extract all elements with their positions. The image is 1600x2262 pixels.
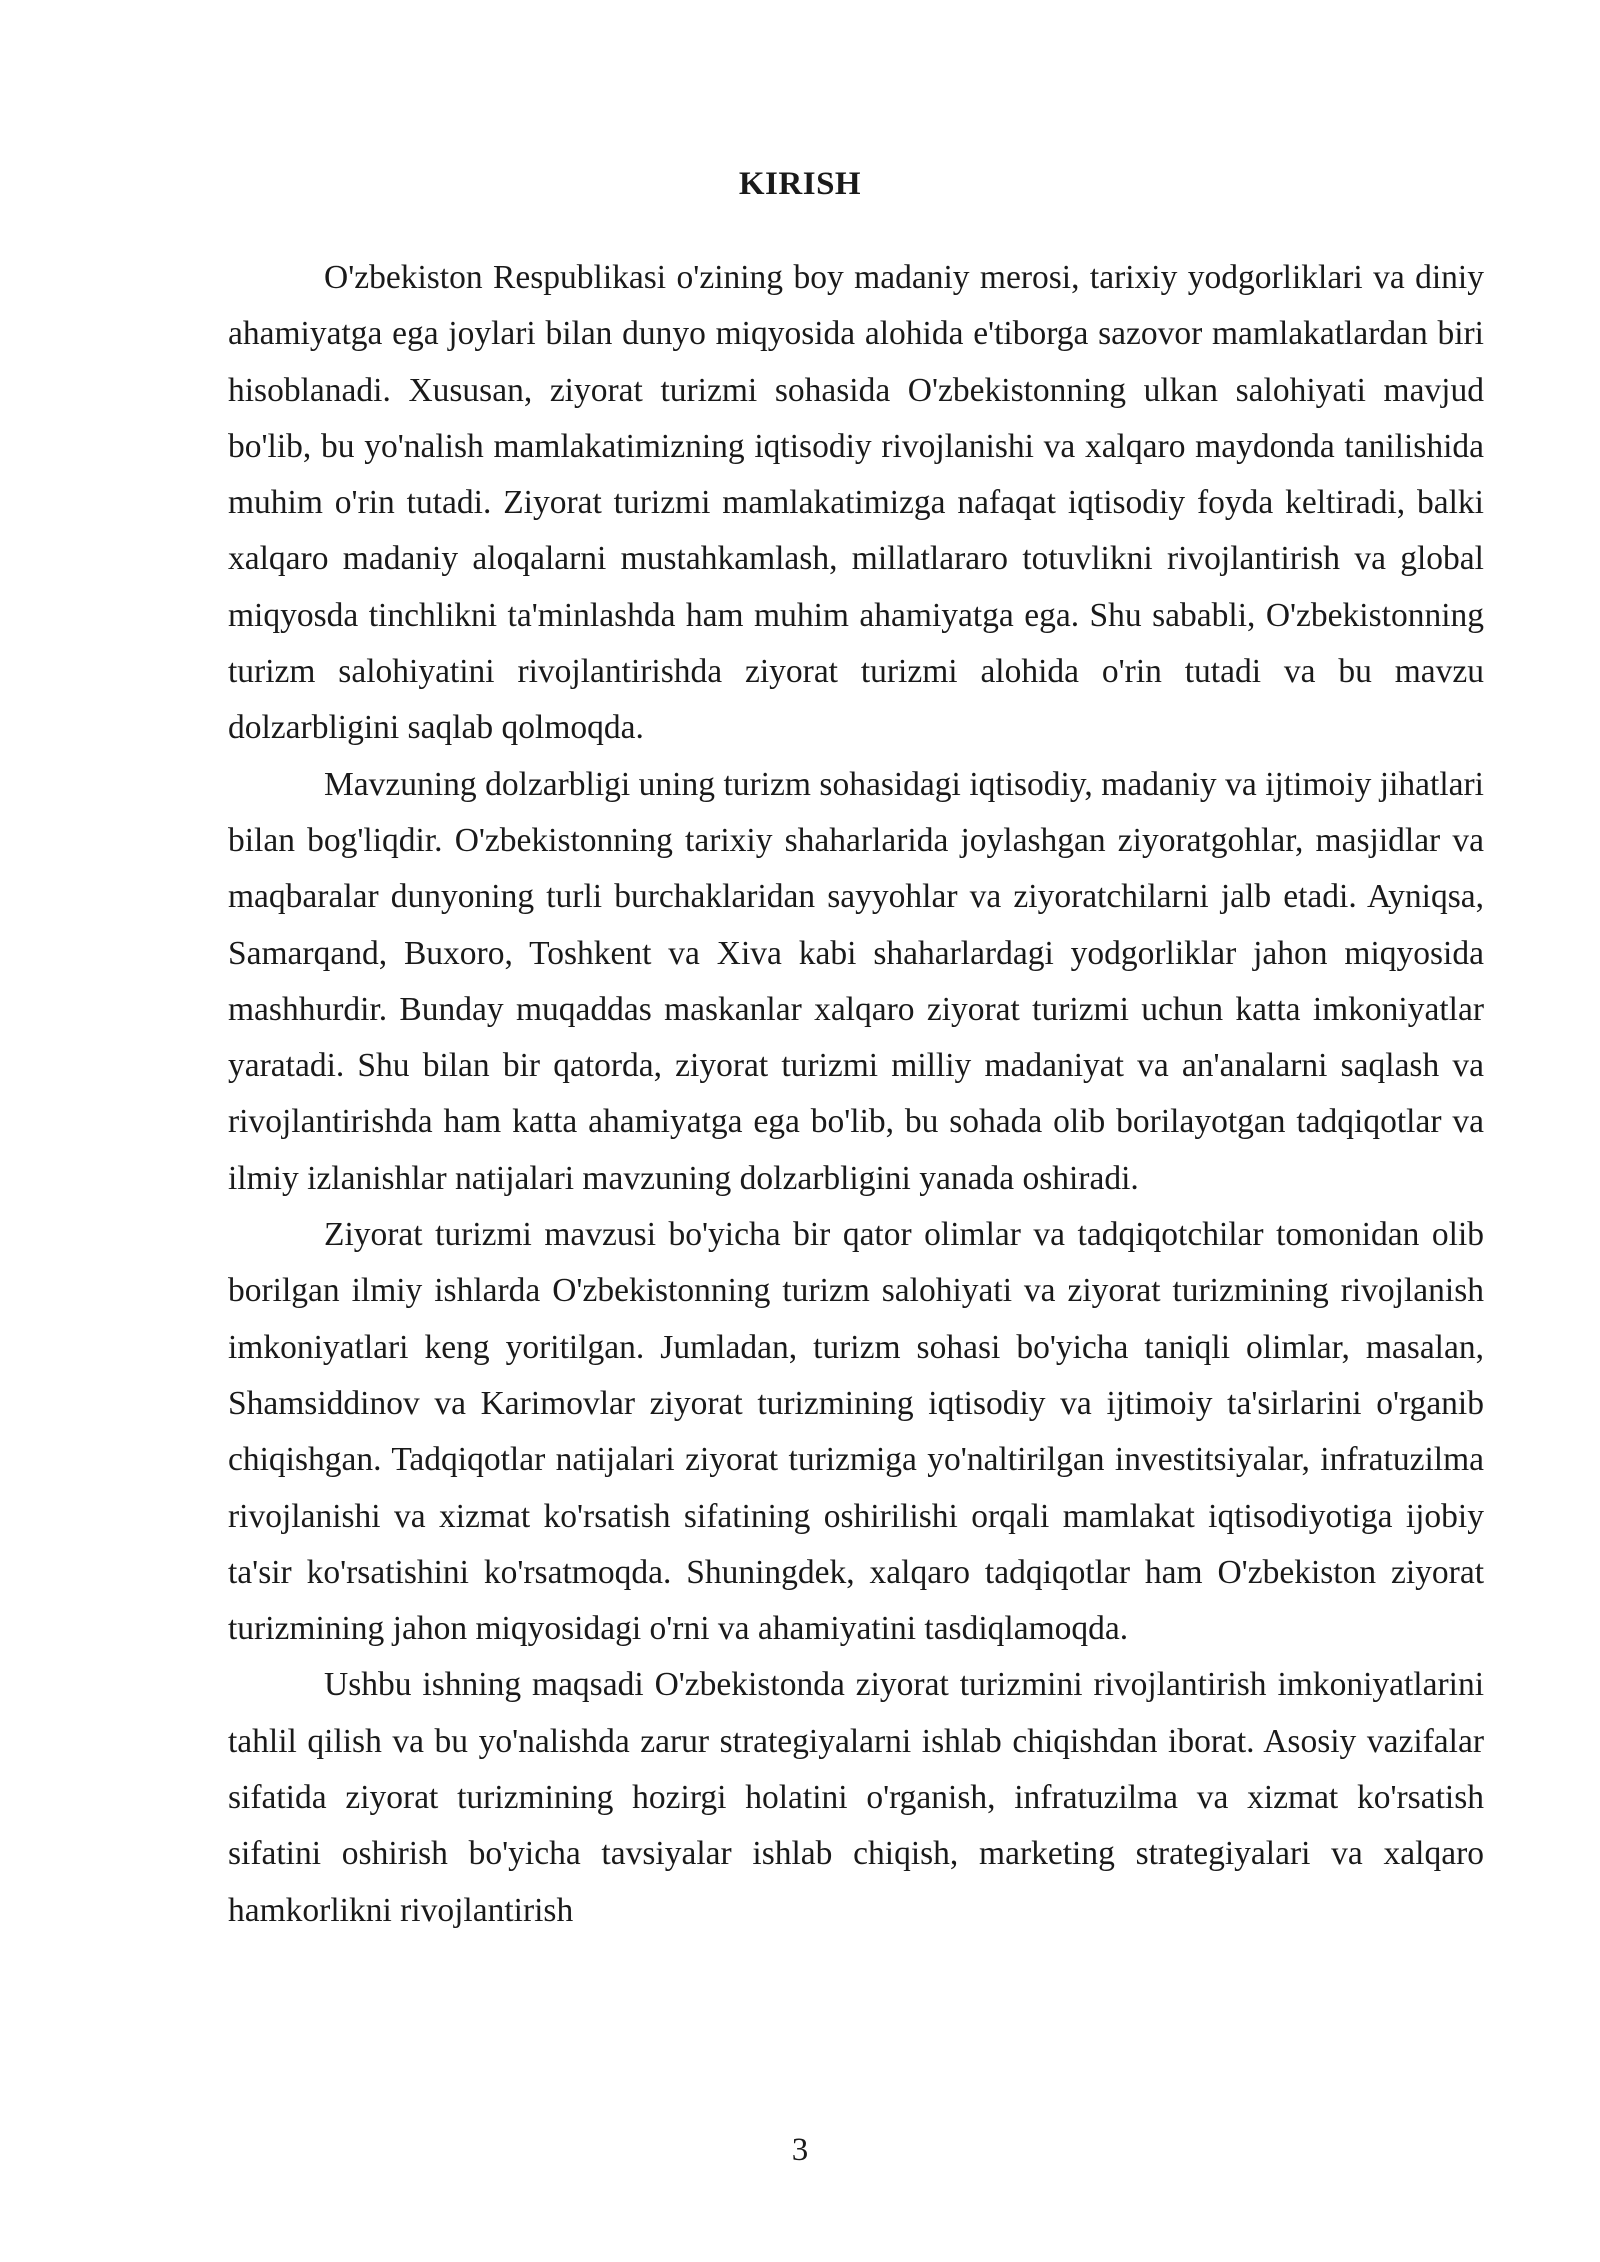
paragraph-literature-review: Ziyorat turizmi mavzusi bo'yicha bir qator olimlar va tadqiqotchilar tomonidan olib borilgan ilmiy ishlarda O'zbekistonning turizm salohiyati va ziyorat turizmining rivojlanish imkoniyatlari keng yoritilgan. Jumladan, turizm sohasi bo'yicha taniqli olimlar, masalan, Shamsiddinov va Karimovlar ziyorat turizmining iqtisodiy va ijtimoiy ta'sirlarini o'rganib chiqishgan. Tadqiqotlar natijalari ziyorat turizmiga yo'naltirilgan investitsiyalar, infratuzilma rivojlanishi va xizmat ko'rsatish sifatining oshirilishi orqali mamlakat iqtisodiyotiga ijobiy ta'sir ko'rsatishini ko'rsatmoqda. Shuningdek, xalqaro tadqiqotlar ham O'zbekiston ziyorat turizmining jahon miqyosidagi o'rni va ahamiyatini tasdiqlamoqda. (228, 1216, 1484, 1648)
paragraph-purpose: Ushbu ishning maqsadi O'zbekistonda ziyorat turizmini rivojlantirish imkoniyatlarini tahlil qilish va bu yo'nalishda zarur strategiyalarni ishlab chiqishdan iborat. Asosiy vazifalar sifatida ziyorat turizmining hozirgi holatini o'rganish, infratuzilma va xizmat ko'rsatish sifatini oshirish bo'yicha tavsiyalar ishlab chiqish, marketing strategiyalari va xalqaro hamkorlikni rivojlantirish (228, 1666, 1484, 1929)
page-title: KIRISH (738, 166, 862, 202)
paragraph-intro: O'zbekiston Respublikasi o'zining boy madaniy merosi, tarixiy yodgorliklari va diniy ahamiyatga ega joylari bilan dunyo miqyosida alohida e'tiborga sazovor mamlakatlardan biri hisoblanadi. Xususan, ziyorat turizmi sohasida O'zbekistonning ulkan salohiyati mavjud bo'lib, bu yo'nalish mamlakatimizning iqtisodiy rivojlanishi va xalqaro maydonda tanilishida muhim o'rin tutadi. Ziyorat turizmi mamlakatimizga nafaqat iqtisodiy foyda keltiradi, balki xalqaro madaniy aloqalarni mustahkamlash, millatlararo totuvlikni rivojlantirish va global miqyosda tinchlikni ta'minlashda ham muhim ahamiyatga ega. Shu sababli, O'zbekistonning turizm salohiyatini rivojlantirishda ziyorat turizmi alohida o'rin tutadi va bu mavzu dolzarbligini saqlab qolmoqda. (228, 259, 1484, 747)
document-body (228, 250, 1484, 1939)
page-number: 3 (791, 2132, 809, 2168)
paragraph-relevance: Mavzuning dolzarbligi uning turizm sohasidagi iqtisodiy, madaniy va ijtimoiy jihatlari bilan bog'liqdir. O'zbekistonning tarixiy shaharlarida joylashgan ziyoratgohlar, masjidlar va maqbaralar dunyoning turli burchaklaridan sayyohlar va ziyoratchilarni jalb etadi. Ayniqsa, Samarqand, Buxoro, Toshkent va Xiva kabi shaharlardagi yodgorliklar jahon miqyosida mashhurdir. Bunday muqaddas maskanlar xalqaro ziyorat turizmi uchun katta imkoniyatlar yaratadi. Shu bilan bir qatorda, ziyorat turizmi milliy madaniyat va an'analarni saqlash va rivojlantirishda ham katta ahamiyatga ega bo'lib, bu sohada olib borilayotgan tadqiqotlar va ilmiy izlanishlar natijalari mavzuning dolzarbligini yanada oshiradi. (228, 765, 1484, 1197)
